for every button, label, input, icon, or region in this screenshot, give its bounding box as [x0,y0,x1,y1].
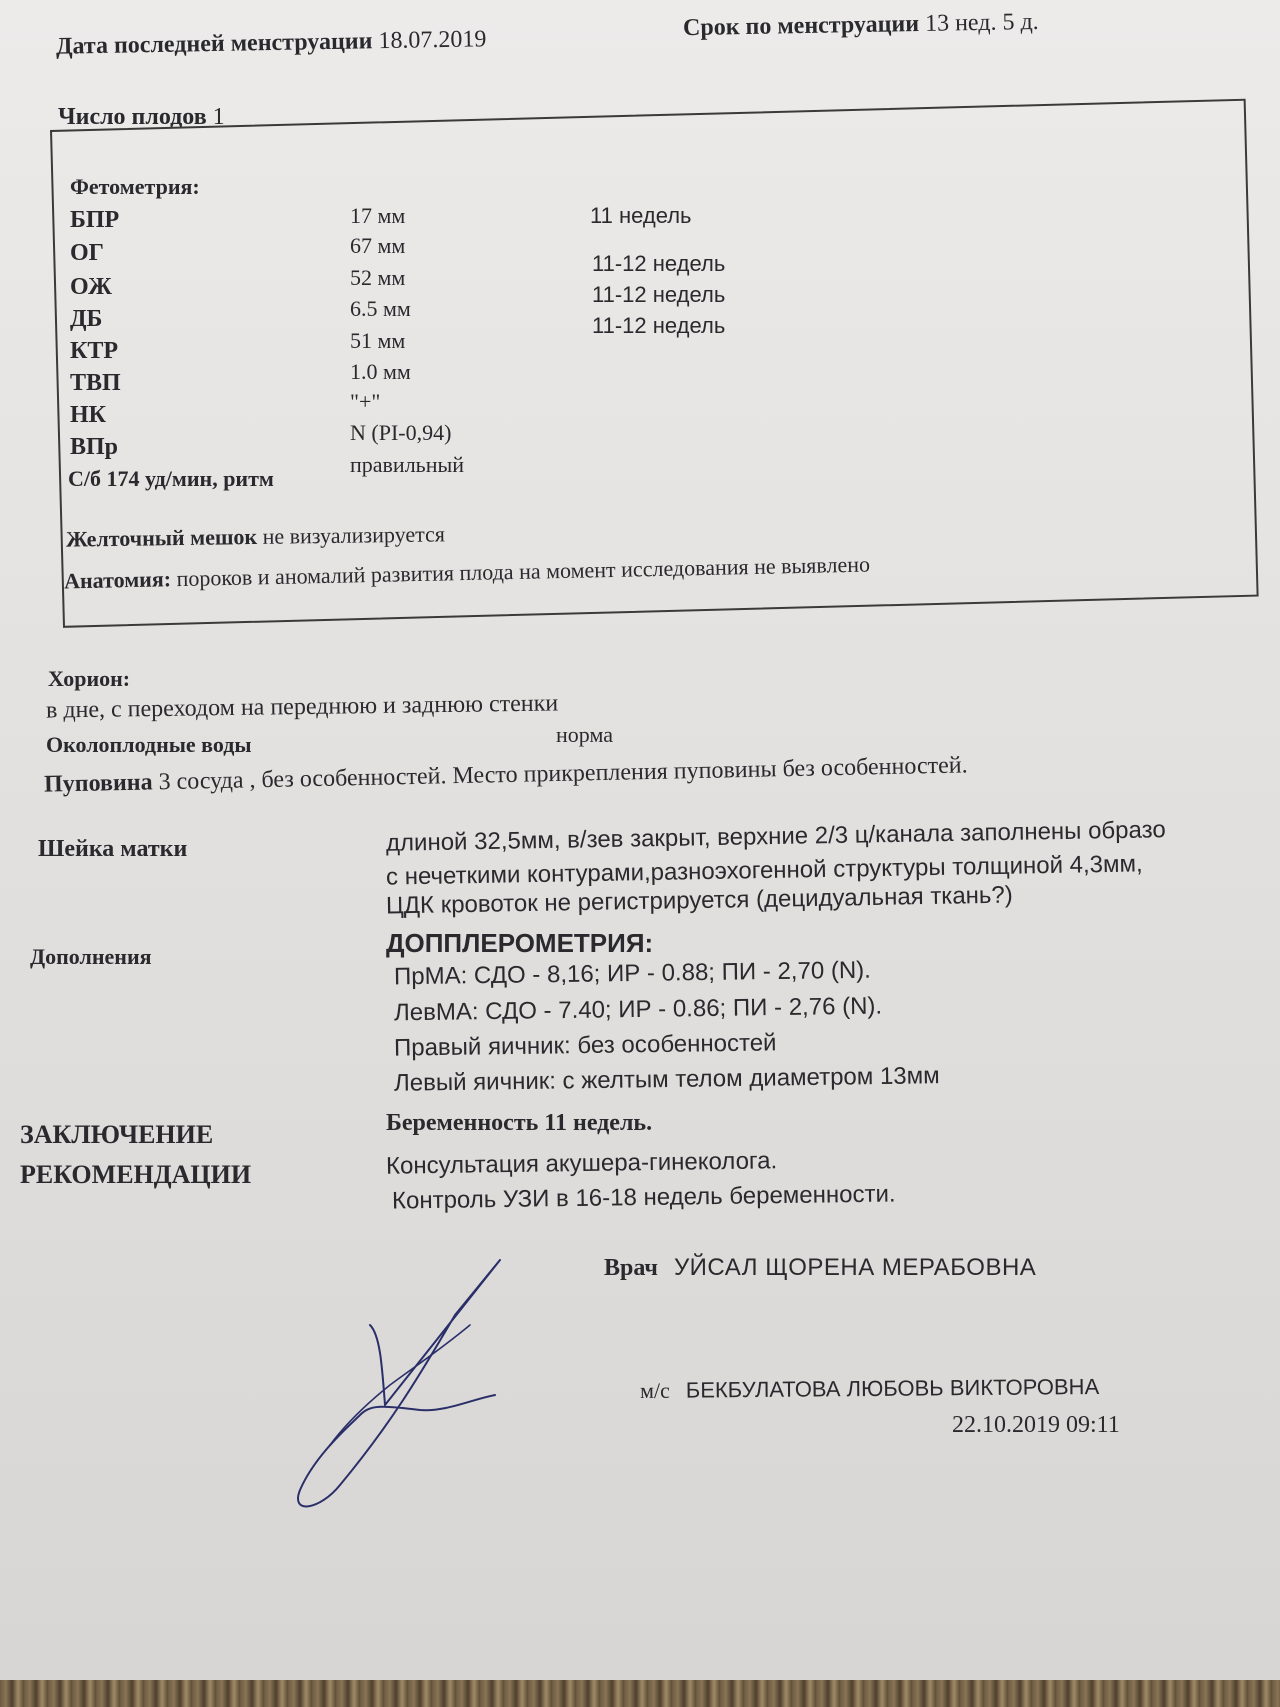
fetometry-row-label: ВПр [70,434,119,460]
fetometry-row-weeks: 11 недель [590,203,692,228]
term-label: Срок по менструации [682,10,920,42]
fetometry-row-value: 17 мм [350,203,406,228]
fetus-count-label: Число плодов [58,104,207,130]
fetometry-row-value: "+" [350,389,381,414]
amniotic-fluid-label: Околоплодные воды [46,732,252,757]
fetus-count-value: 1 [212,104,225,130]
fetometry-row-value: N (PI-0,94) [350,420,452,445]
fetometry-row-value: 52 мм [350,265,406,290]
doppler-line: ЛевМА: СДО - 7.40; ИР - 0.86; ПИ - 2,76 (N). [393,992,883,1027]
ovary-line: Левый яичник: с желтым телом диаметром 13мм [393,1062,940,1097]
fetometry-row-label: ТВП [70,370,121,396]
fetometry-row-value: 1.0 мм [350,359,411,384]
umbilical-cord-value: 3 сосуда , без особенностей. Место прикрепления пуповины без особенностей. [158,752,968,796]
fetometry-row-label: ОЖ [70,274,112,300]
fetometry-row-label: ОГ [70,240,104,266]
report-datetime: 22.10.2019 09:11 [952,1412,1120,1438]
fetometry-row-weeks: 11-12 недель [592,251,726,276]
nurse-line [640,1374,1099,1404]
recommendation-line: Контроль УЗИ в 16-18 недель беременности. [391,1180,896,1215]
fetometry-row-label: КТР [70,338,119,364]
recommendations-label: РЕКОМЕНДАЦИИ [20,1160,252,1189]
yolk-sac-value: не визуализируется [262,521,446,549]
lmp-value: 18.07.2019 [378,26,487,55]
doctor-label: Врач [604,1255,658,1281]
amniotic-fluid-value: норма [556,722,613,747]
doppler-line: ПрМА: СДО - 8,16; ИР - 0.88; ПИ - 2,70 (N). [393,956,872,991]
conclusion-label: ЗАКЛЮЧЕНИЕ [20,1120,214,1149]
background-fabric [0,1680,1280,1707]
doppler-title: ДОППЛЕРОМЕТРИЯ: [386,928,654,958]
fetometry-row-value: 6.5 мм [350,296,411,321]
term-value: 13 нед. 5 д. [924,8,1039,37]
anatomy-label: Анатомия: [63,566,172,594]
fetometry-row-weeks: 11-12 недель [592,282,726,307]
recommendation-line: Консультация акушера-гинеколога. [385,1147,778,1180]
fetometry-row-value: 51 мм [350,328,406,353]
nurse-name: БЕКБУЛАТОВА ЛЮБОВЬ ВИКТОРОВНА [685,1373,1100,1403]
chorion-label: Хорион: [48,666,131,691]
signature-scribble [270,1255,530,1515]
yolk-sac-line [66,521,445,552]
fetometry-row-label: ДБ [70,306,103,332]
fetometry-row-value: 67 мм [350,233,406,258]
cervix-line: длиной 32,5мм, в/зев закрыт, верхние 2/3 ц/канала заполнены образо [385,816,1166,857]
doctor-name: УЙСАЛ ЩОРЕНА МЕРАБОВНА [673,1254,1037,1281]
cervix-line: с нечеткими контурами,разноэхогенной структуры толщиной 4,3мм, [385,850,1143,891]
yolk-sac-label: Желточный мешок [65,523,258,552]
chorion-value: в дне, с переходом на переднюю и заднюю стенки [45,690,559,724]
additions-label: Дополнения [30,944,152,969]
conclusion-value: Беременность 11 недель. [386,1110,653,1136]
fetometry-title: Фетометрия: [70,174,200,199]
nurse-label: м/с [639,1377,670,1404]
doctor-line [604,1254,1036,1282]
fetometry-row-weeks: 11-12 недель [592,313,726,338]
lmp-label: Дата последней менструации [55,28,373,60]
fetometry-row-label: БПР [70,207,120,233]
fetometry-row-value: правильный [350,452,465,477]
ovary-line: Правый яичник: без особенностей [393,1029,777,1062]
cervix-label: Шейка матки [38,836,188,862]
fetometry-row-label: НК [70,402,107,428]
umbilical-cord-label: Пуповина [43,769,153,798]
fetometry-row-label: С/б 174 уд/мин, ритм [68,466,274,491]
cervix-line: ЦДК кровоток не регистрируется (децидуальная ткань?) [385,881,1014,920]
anatomy-value: пороков и аномалий развития плода на момент исследования не выявлено [176,551,871,592]
